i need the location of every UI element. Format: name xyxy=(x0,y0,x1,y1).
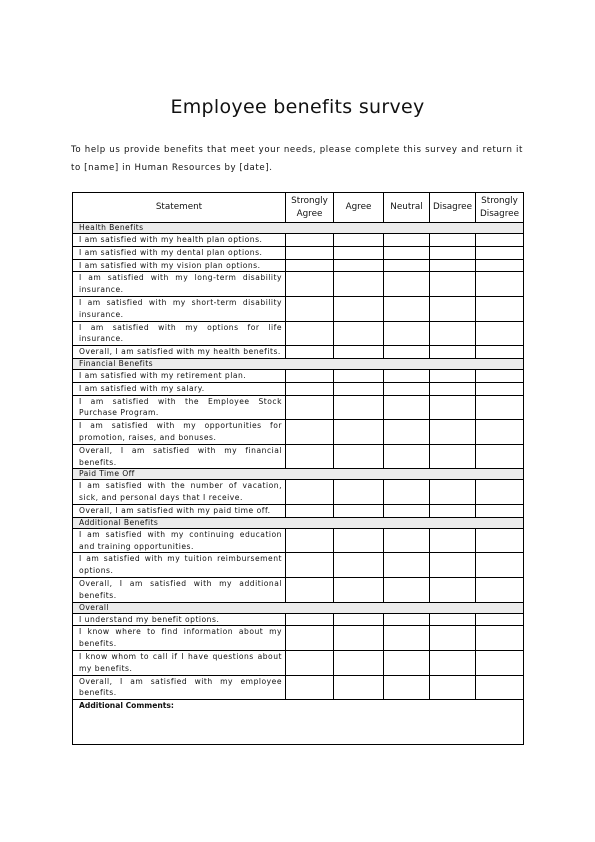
statement-row xyxy=(73,626,524,651)
statement-row xyxy=(73,553,524,578)
rating-cell-neutral[interactable] xyxy=(384,259,430,272)
header-strongly-agree: Strongly Agree xyxy=(286,193,334,223)
rating-cell-strongly-disagree[interactable] xyxy=(476,346,524,359)
rating-cell-agree[interactable] xyxy=(334,234,384,247)
rating-cell-neutral[interactable] xyxy=(384,395,430,420)
rating-cell-neutral[interactable] xyxy=(384,346,430,359)
rating-cell-disagree[interactable] xyxy=(430,272,476,297)
statement-row xyxy=(73,382,524,395)
rating-cell-disagree[interactable] xyxy=(430,246,476,259)
statement-text: I understand my benefit options. xyxy=(73,613,286,626)
survey-body xyxy=(73,223,524,745)
rating-cell-strongly-agree[interactable] xyxy=(286,246,334,259)
statement-text: I am satisfied with my opportunities for promotion, raises, and bonuses. xyxy=(73,420,286,445)
rating-cell-neutral[interactable] xyxy=(384,382,430,395)
rating-cell-strongly-agree[interactable] xyxy=(286,369,334,382)
statement-row xyxy=(73,272,524,297)
rating-cell-strongly-disagree[interactable] xyxy=(476,675,524,700)
rating-cell-strongly-disagree[interactable] xyxy=(476,480,524,505)
rating-cell-disagree[interactable] xyxy=(430,296,476,321)
rating-cell-agree[interactable] xyxy=(334,296,384,321)
rating-cell-disagree[interactable] xyxy=(430,382,476,395)
header-strongly-disagree: Strongly Disagree xyxy=(476,193,524,223)
rating-cell-disagree[interactable] xyxy=(430,480,476,505)
statement-text: I am satisfied with my long-term disability insurance. xyxy=(73,272,286,297)
statement-text: Overall, I am satisfied with my financial benefits. xyxy=(73,444,286,469)
header-neutral: Neutral xyxy=(384,193,430,223)
rating-cell-neutral[interactable] xyxy=(384,321,430,346)
rating-cell-strongly-agree[interactable] xyxy=(286,234,334,247)
statement-text: Overall, I am satisfied with my health benefits. xyxy=(73,346,286,359)
statement-text: Overall, I am satisfied with my additional benefits. xyxy=(73,577,286,602)
rating-cell-neutral[interactable] xyxy=(384,246,430,259)
rating-cell-neutral[interactable] xyxy=(384,626,430,651)
rating-cell-agree[interactable] xyxy=(334,504,384,517)
rating-cell-neutral[interactable] xyxy=(384,444,430,469)
rating-cell-strongly-agree[interactable] xyxy=(286,504,334,517)
rating-cell-neutral[interactable] xyxy=(384,650,430,675)
rating-cell-strongly-disagree[interactable] xyxy=(476,296,524,321)
statement-text: I am satisfied with my retirement plan. xyxy=(73,369,286,382)
statement-row xyxy=(73,420,524,445)
rating-cell-strongly-disagree[interactable] xyxy=(476,272,524,297)
rating-cell-strongly-disagree[interactable] xyxy=(476,382,524,395)
rating-cell-strongly-agree[interactable] xyxy=(286,675,334,700)
rating-cell-neutral[interactable] xyxy=(384,234,430,247)
rating-cell-strongly-disagree[interactable] xyxy=(476,577,524,602)
rating-cell-agree[interactable] xyxy=(334,346,384,359)
rating-cell-disagree[interactable] xyxy=(430,321,476,346)
survey-table xyxy=(72,192,524,745)
statement-row xyxy=(73,296,524,321)
rating-cell-disagree[interactable] xyxy=(430,369,476,382)
rating-cell-disagree[interactable] xyxy=(430,346,476,359)
rating-cell-neutral[interactable] xyxy=(384,613,430,626)
rating-cell-disagree[interactable] xyxy=(430,553,476,578)
rating-cell-strongly-disagree[interactable] xyxy=(476,626,524,651)
rating-cell-disagree[interactable] xyxy=(430,675,476,700)
rating-cell-strongly-agree[interactable] xyxy=(286,259,334,272)
document-title: Employee benefits survey xyxy=(170,96,425,118)
rating-cell-strongly-agree[interactable] xyxy=(286,626,334,651)
section-header-row xyxy=(73,223,524,234)
rating-cell-neutral[interactable] xyxy=(384,577,430,602)
section-title: Financial Benefits xyxy=(73,358,524,369)
statement-text: I am satisfied with my options for life insurance. xyxy=(73,321,286,346)
rating-cell-strongly-disagree[interactable] xyxy=(476,420,524,445)
statement-text: I am satisfied with my continuing education and training opportunities. xyxy=(73,528,286,553)
rating-cell-strongly-agree[interactable] xyxy=(286,272,334,297)
rating-cell-strongly-disagree[interactable] xyxy=(476,246,524,259)
statement-text: I am satisfied with the number of vacation, sick, and personal days that I receive. xyxy=(73,480,286,505)
rating-cell-strongly-agree[interactable] xyxy=(286,395,334,420)
rating-cell-agree[interactable] xyxy=(334,650,384,675)
rating-cell-disagree[interactable] xyxy=(430,626,476,651)
rating-cell-strongly-disagree[interactable] xyxy=(476,613,524,626)
rating-cell-agree[interactable] xyxy=(334,553,384,578)
rating-cell-strongly-agree[interactable] xyxy=(286,553,334,578)
statement-row xyxy=(73,246,524,259)
statement-row xyxy=(73,395,524,420)
statement-text: I am satisfied with my dental plan options. xyxy=(73,246,286,259)
statement-text: I am satisfied with my salary. xyxy=(73,382,286,395)
statement-row xyxy=(73,504,524,517)
section-header-row xyxy=(73,358,524,369)
rating-cell-neutral[interactable] xyxy=(384,296,430,321)
statement-row xyxy=(73,234,524,247)
rating-cell-strongly-agree[interactable] xyxy=(286,650,334,675)
rating-cell-agree[interactable] xyxy=(334,577,384,602)
rating-cell-disagree[interactable] xyxy=(430,650,476,675)
intro-paragraph xyxy=(71,141,523,177)
rating-cell-disagree[interactable] xyxy=(430,395,476,420)
rating-cell-disagree[interactable] xyxy=(430,577,476,602)
rating-cell-strongly-agree[interactable] xyxy=(286,296,334,321)
rating-cell-disagree[interactable] xyxy=(430,444,476,469)
section-title: Health Benefits xyxy=(73,223,524,234)
rating-cell-disagree[interactable] xyxy=(430,234,476,247)
rating-cell-agree[interactable] xyxy=(334,395,384,420)
statement-row xyxy=(73,613,524,626)
additional-comments-label: Additional Comments: xyxy=(79,701,174,711)
rating-cell-agree[interactable] xyxy=(334,369,384,382)
rating-cell-strongly-disagree[interactable] xyxy=(476,395,524,420)
rating-cell-neutral[interactable] xyxy=(384,420,430,445)
section-header-row xyxy=(73,517,524,528)
rating-cell-neutral[interactable] xyxy=(384,369,430,382)
additional-comments-field[interactable] xyxy=(73,700,524,745)
comments-row xyxy=(73,700,524,745)
rating-cell-agree[interactable] xyxy=(334,444,384,469)
statement-text: I am satisfied with my tuition reimbursement options. xyxy=(73,553,286,578)
rating-cell-disagree[interactable] xyxy=(430,420,476,445)
rating-cell-agree[interactable] xyxy=(334,420,384,445)
rating-cell-neutral[interactable] xyxy=(384,480,430,505)
rating-cell-disagree[interactable] xyxy=(430,528,476,553)
rating-cell-agree[interactable] xyxy=(334,259,384,272)
statement-row xyxy=(73,675,524,700)
rating-cell-neutral[interactable] xyxy=(384,272,430,297)
section-title: Overall xyxy=(73,602,524,613)
rating-cell-agree[interactable] xyxy=(334,382,384,395)
rating-cell-strongly-agree[interactable] xyxy=(286,346,334,359)
rating-cell-strongly-disagree[interactable] xyxy=(476,369,524,382)
statement-row xyxy=(73,480,524,505)
rating-cell-strongly-agree[interactable] xyxy=(286,528,334,553)
section-header-row xyxy=(73,469,524,480)
rating-cell-strongly-disagree[interactable] xyxy=(476,553,524,578)
statement-row xyxy=(73,528,524,553)
statement-row xyxy=(73,577,524,602)
header-agree: Agree xyxy=(334,193,384,223)
header-statement: Statement xyxy=(73,193,286,223)
statement-text: I know whom to call if I have questions about my benefits. xyxy=(73,650,286,675)
rating-cell-agree[interactable] xyxy=(334,321,384,346)
rating-cell-agree[interactable] xyxy=(334,675,384,700)
statement-text: I am satisfied with my health plan options. xyxy=(73,234,286,247)
statement-text: I know where to find information about my benefits. xyxy=(73,626,286,651)
intro-line-2: to [name] in Human Resources by [date]. xyxy=(71,163,273,173)
intro-line-1: To help us provide benefits that meet your needs, please complete this survey and return it xyxy=(71,145,523,155)
rating-cell-strongly-disagree[interactable] xyxy=(476,650,524,675)
rating-cell-agree[interactable] xyxy=(334,272,384,297)
table-header-row xyxy=(73,193,524,223)
rating-cell-disagree[interactable] xyxy=(430,259,476,272)
rating-cell-disagree[interactable] xyxy=(430,504,476,517)
rating-cell-strongly-agree[interactable] xyxy=(286,444,334,469)
rating-cell-strongly-agree[interactable] xyxy=(286,577,334,602)
rating-cell-strongly-disagree[interactable] xyxy=(476,234,524,247)
rating-cell-agree[interactable] xyxy=(334,626,384,651)
header-disagree: Disagree xyxy=(430,193,476,223)
rating-cell-strongly-agree[interactable] xyxy=(286,382,334,395)
statement-text: I am satisfied with my vision plan options. xyxy=(73,259,286,272)
rating-cell-agree[interactable] xyxy=(334,613,384,626)
rating-cell-strongly-agree[interactable] xyxy=(286,480,334,505)
statement-text: I am satisfied with my short-term disability insurance. xyxy=(73,296,286,321)
rating-cell-strongly-disagree[interactable] xyxy=(476,504,524,517)
section-title: Paid Time Off xyxy=(73,469,524,480)
rating-cell-strongly-disagree[interactable] xyxy=(476,321,524,346)
rating-cell-neutral[interactable] xyxy=(384,675,430,700)
rating-cell-neutral[interactable] xyxy=(384,528,430,553)
statement-row xyxy=(73,369,524,382)
rating-cell-neutral[interactable] xyxy=(384,553,430,578)
statement-text: I am satisfied with the Employee Stock Purchase Program. xyxy=(73,395,286,420)
section-title: Additional Benefits xyxy=(73,517,524,528)
rating-cell-strongly-disagree[interactable] xyxy=(476,444,524,469)
statement-row xyxy=(73,444,524,469)
rating-cell-strongly-disagree[interactable] xyxy=(476,259,524,272)
statement-row xyxy=(73,321,524,346)
statement-text: Overall, I am satisfied with my employee benefits. xyxy=(73,675,286,700)
rating-cell-strongly-agree[interactable] xyxy=(286,420,334,445)
statement-row xyxy=(73,259,524,272)
section-header-row xyxy=(73,602,524,613)
rating-cell-strongly-agree[interactable] xyxy=(286,613,334,626)
rating-cell-agree[interactable] xyxy=(334,246,384,259)
rating-cell-neutral[interactable] xyxy=(384,504,430,517)
statement-row xyxy=(73,346,524,359)
rating-cell-strongly-agree[interactable] xyxy=(286,321,334,346)
rating-cell-agree[interactable] xyxy=(334,528,384,553)
statement-row xyxy=(73,650,524,675)
rating-cell-strongly-disagree[interactable] xyxy=(476,528,524,553)
rating-cell-agree[interactable] xyxy=(334,480,384,505)
statement-text: Overall, I am satisfied with my paid time off. xyxy=(73,504,286,517)
rating-cell-disagree[interactable] xyxy=(430,613,476,626)
